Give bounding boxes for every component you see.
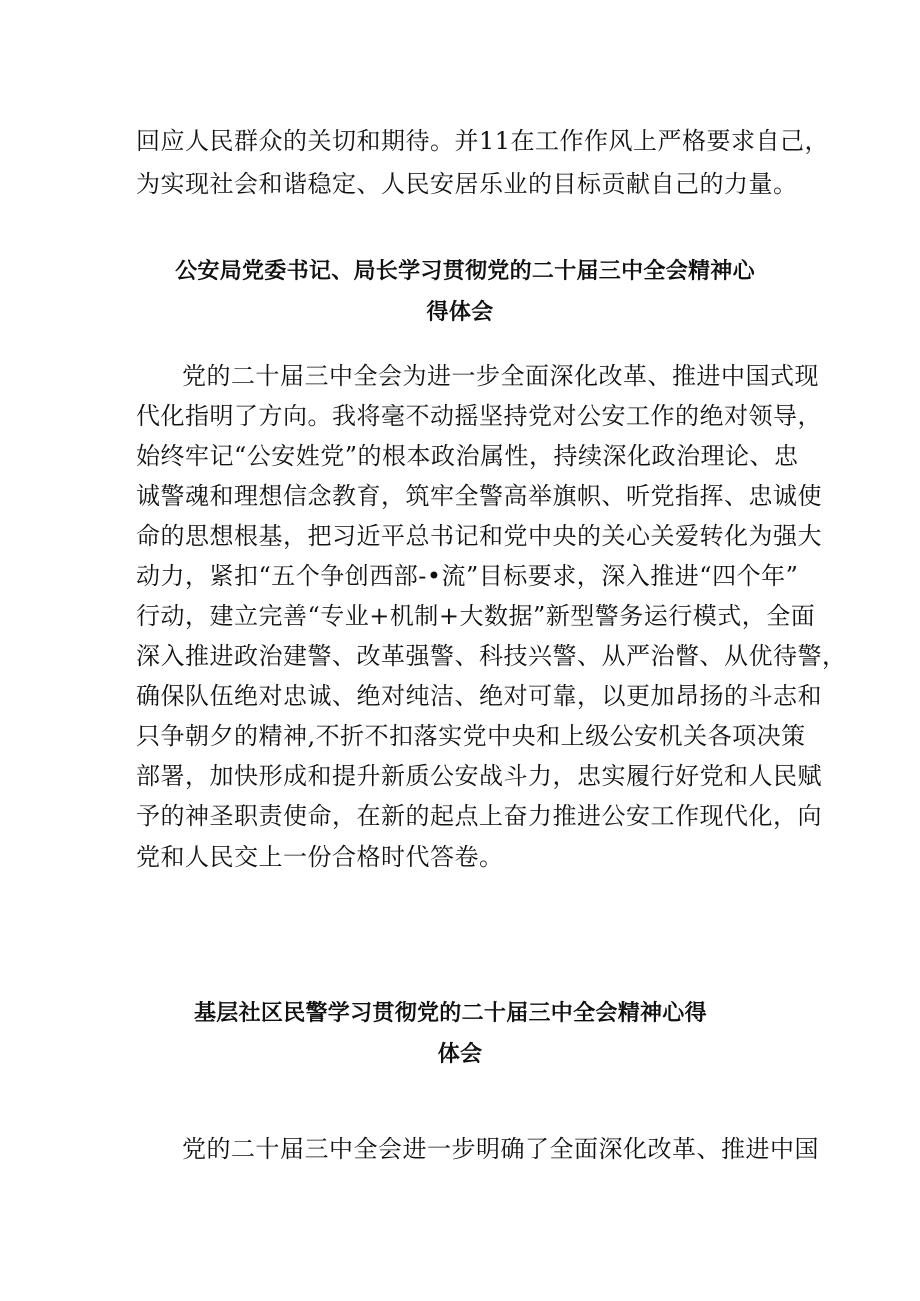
section1-para-line-4: 诚警魂和理想信念教育，筑牢全警高举旗帜、听党指挥、忠诚使 [136,482,822,510]
intro-line-2: 为实现社会和谐稳定、人民安居乐业的目标贡献自己的力量。 [136,170,798,198]
section1-para-line-2: 代化指明了方向。我将毫不动摇坚持党对公安工作的绝对领导， [136,402,822,430]
section2-title-line-2: 体会 [437,1042,483,1067]
section1-para-line-8: 深入推进政治建警、改革强警、科技兴警、从严治瞥、从优待警， [136,642,847,670]
section2-title-line-1: 基层社区民警学习贯彻党的二十届三中全会精神心得 [194,1001,707,1026]
section1-para-line-5: 命的思想根基，把习近平总书记和党中央的关心关爱转化为强大 [136,522,822,550]
section1-para-line-13: 党和人民交上一份合格时代答卷。 [136,843,504,871]
section1-para-line-11: 部署，加快形成和提升新质公安战斗力，忠实履行好党和人民赋 [136,762,822,790]
section1-title-line-1: 公安局党委书记、局长学习贯彻党的二十届三中全会精神心 [175,259,755,284]
section1-para-line-12: 予的神圣职责使命，在新的起点上奋力推进公安工作现代化，向 [136,802,822,830]
section1-para-line-3: 始终牢记“公安姓党”的根本政治属性，持续深化政治理论、忠 [136,442,799,470]
section1-title-line-2: 得体会 [426,300,494,325]
section1-para-line-10: 只争朝夕的精神,不折不扣落实党中央和上级公安机关各项决策 [136,722,806,750]
section1-para-line-9: 确保队伍绝对忠诚、绝对纯洁、绝对可靠，以更加昂扬的斗志和 [136,682,822,710]
intro-line-1: 回应人民群众的关切和期待。并11在工作作风上严格要求自己， [136,127,830,155]
section2-para-line-1: 党的二十届三中全会进一步明确了全面深化改革、推进中国 [182,1135,819,1163]
section1-para-line-1: 党的二十届三中全会为进一步全面深化改革、推进中国式现 [182,362,819,390]
section1-para-line-7: 行动，建立完善“专业+机制+大数据”新型警务运行模式，全面 [136,602,816,630]
section1-para-line-6: 动力，紧扣“五个争创西部-•流”目标要求，深入推进“四个年” [136,562,799,590]
